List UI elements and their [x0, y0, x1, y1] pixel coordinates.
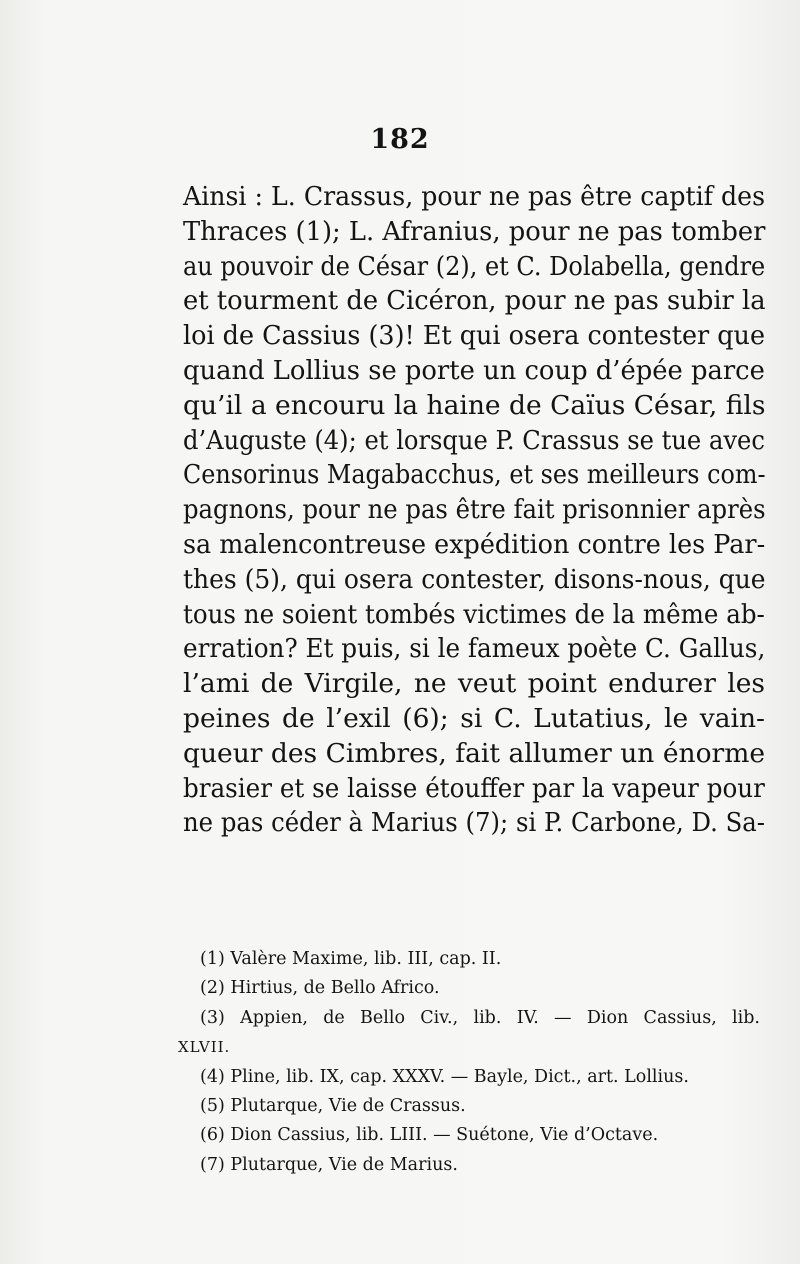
footnote: (4) Pline, lib. IX, cap. XXXV. — Bayle, Dict., art. Lollius.: [200, 1066, 689, 1087]
footnote: (3) Appien, de Bello Civ., lib. IV. — Dion Cassius, lib.: [200, 1007, 760, 1028]
body-line: queur des Cimbres, fait allumer un énorme: [183, 737, 765, 769]
body-line: loi de Cassius (3)! Et qui osera contester que: [183, 320, 766, 352]
footnote: (7) Plutarque, Vie de Marius.: [200, 1154, 458, 1175]
footnote: (1) Valère Maxime, lib. III, cap. II.: [200, 949, 502, 969]
body-line: qu’il a encouru la haine de Caïus César, fils: [183, 389, 766, 421]
body-line: au pouvoir de César (2), et C. Dolabella, gendre: [183, 250, 766, 282]
body-line: l’ami de Virgile, ne veut point endurer les: [183, 668, 765, 700]
body-line: Thraces (1); L. Afranius, pour ne pas tomber: [183, 215, 766, 247]
body-line: et tourment de Cicéron, pour ne pas subir la: [183, 285, 766, 317]
body-line: pagnons, pour ne pas être fait prisonnier après: [183, 494, 766, 526]
body-line: quand Lollius se porte un coup d’épée parce: [183, 354, 765, 386]
body-line: tous ne soient tombés victimes de la même ab-: [183, 598, 765, 630]
body-line: thes (5), qui osera contester, disons-nous, que: [183, 563, 766, 595]
footnotes: [178, 945, 760, 1180]
body-text: [183, 180, 765, 841]
body-line: peines de l’exil (6); si C. Lutatius, le vain-: [183, 702, 765, 734]
page-number: 182: [370, 124, 430, 155]
body-line: Censorinus Magabacchus, et ses meilleurs com-: [183, 459, 766, 491]
body-line: sa malencontreuse expédition contre les Par-: [183, 528, 766, 560]
body-line: erration? Et puis, si le fameux poète C. Gallus,: [183, 633, 766, 665]
footnote: (6) Dion Cassius, lib. LIII. — Suétone, Vie d’Octave.: [200, 1125, 659, 1146]
footnote: (2) Hirtius, de Bello Africo.: [200, 978, 440, 999]
body-line: Ainsi : L. Crassus, pour ne pas être captif des: [183, 181, 766, 212]
body-line: d’Auguste (4); et lorsque P. Crassus se tue avec: [183, 424, 765, 456]
footnote: (5) Plutarque, Vie de Crassus.: [200, 1096, 466, 1117]
footnote-continuation: XLVII.: [178, 1038, 231, 1057]
body-line: ne pas céder à Marius (7); si P. Carbone, D. Sa-: [183, 807, 766, 839]
body-line: brasier et se laisse étouffer par la vapeur pour: [183, 772, 765, 804]
